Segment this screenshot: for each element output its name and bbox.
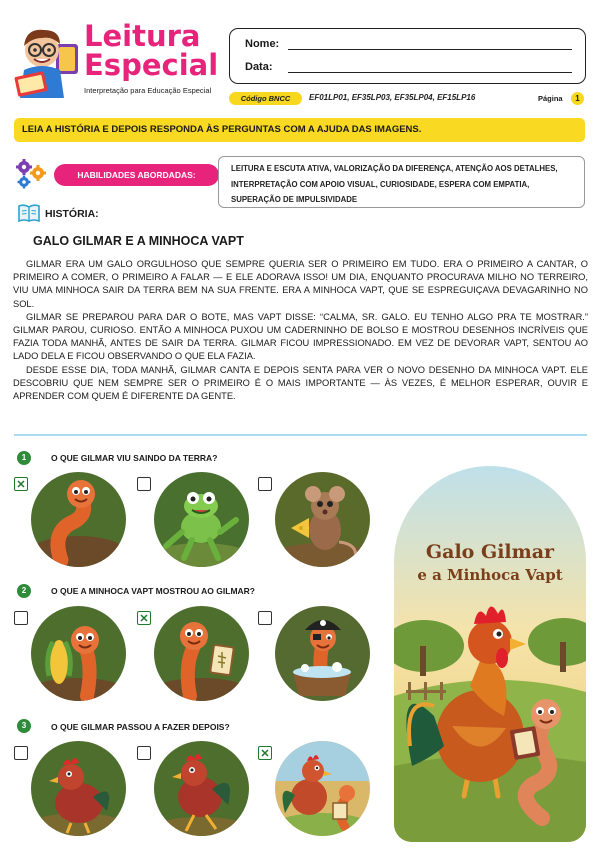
name-field[interactable] <box>288 49 572 50</box>
question-2-text: O QUE A MINHOCA VAPT MOSTROU AO GILMAR? <box>51 586 255 596</box>
section-divider <box>14 434 587 436</box>
logo-subtitle: Interpretação para Educação Especial <box>84 86 212 95</box>
story-section-label: HISTÓRIA: <box>45 208 99 220</box>
date-label: Data: <box>245 61 273 73</box>
q1-option-2-frog-image[interactable] <box>154 472 249 567</box>
question-3-number: 3 <box>17 719 31 733</box>
story-paragraph: DESDE ESSE DIA, TODA MANHÃ, GILMAR CANTA E DEPOIS SENTA PARA VER O NOVO DESENHO DA MINHOCA VAPT. ELE DESCOBRIU QUE NEM SEMPRE SER O PRIMEIRO É O MAIS IMPORTANTE — ÀS VEZES, É MELHOR ESPERAR, OUVIR E APRENDER COM QUEM É DIFERENTE DA GENTE. <box>13 364 588 402</box>
page-label: Página <box>538 94 563 103</box>
q1-option-2-checkbox[interactable] <box>137 477 151 491</box>
q2-option-2-worm-notebook-image[interactable] <box>154 606 249 701</box>
q3-option-1-rooster-sitting-image[interactable] <box>31 741 126 836</box>
q3-option-1-checkbox[interactable] <box>14 746 28 760</box>
gears-icon <box>14 158 48 190</box>
student-info-box <box>229 28 586 84</box>
cover-title-line1: Galo Gilmar <box>425 541 555 563</box>
logo-title-line1: Leitura <box>84 19 201 53</box>
name-label: Nome: <box>245 38 280 50</box>
mascot-logo <box>12 22 82 100</box>
skills-text: LEITURA E ESCUTA ATIVA, VALORIZAÇÃO DA DIFERENÇA, ATENÇÃO AOS DETALHES, INTERPRETAÇÃO COM APOIO VISUAL, CURIOSIDADE, ESPERA COM EMPATIA, SUPERAÇÃO DE IMPULSIVIDADE <box>218 156 585 208</box>
logo-title-line2: Especial <box>84 48 219 82</box>
bncc-badge: Código BNCC <box>229 92 302 105</box>
cover-title-line2: e a Minhoca Vapt <box>417 566 563 584</box>
story-title: GALO GILMAR E A MINHOCA VAPT <box>33 234 244 248</box>
q2-option-1-worm-corn-image[interactable] <box>31 606 126 701</box>
q2-option-3-checkbox[interactable] <box>258 611 272 625</box>
date-field[interactable] <box>288 72 572 73</box>
story-paragraph: GILMAR SE PREPAROU PARA DAR O BOTE, MAS VAPT DISSE: “CALMA, SR. GALO. EU TENHO ALGO PRA TE MOSTRAR.” GILMAR PAROU, CURIOSO. ENTÃO A MINHOCA PUXOU UM CADERNINHO DE BOLSO E MOSTROU DESENHOS INCRÍVEIS QUE FAZIA TODA MANHÃ, ANTES DE SAIR DA TERRA. GILMAR FICOU IMPRESSIONADO. EM VEZ DE DEVORAR VAPT, SENTOU AO LADO DELA E FICOU OBSERVANDO O QUE ELA FAZIA. <box>13 311 588 362</box>
q3-option-3-rooster-worm-drawing-image[interactable] <box>275 741 370 836</box>
logo-title <box>84 19 219 82</box>
instruction-banner: LEIA A HISTÓRIA E DEPOIS RESPONDA ÀS PERGUNTAS COM A AJUDA DAS IMAGENS. <box>14 118 585 142</box>
q1-option-3-mouse-cheese-image[interactable] <box>275 472 370 567</box>
q1-option-3-checkbox[interactable] <box>258 477 272 491</box>
page-number: 1 <box>571 92 584 105</box>
q3-option-2-checkbox[interactable] <box>137 746 151 760</box>
question-1-number: 1 <box>17 451 31 465</box>
q2-option-3-worm-pirate-image[interactable] <box>275 606 370 701</box>
story-cover-image <box>394 466 586 842</box>
question-1-text: O QUE GILMAR VIU SAINDO DA TERRA? <box>51 453 218 463</box>
q3-option-3-checkbox[interactable]: ✕ <box>258 746 272 760</box>
story-paragraph: GILMAR ERA UM GALO ORGULHOSO QUE SEMPRE QUERIA SER O PRIMEIRO EM TUDO. ERA O PRIMEIRO A CANTAR, O PRIMEIRO A COMER, O PRIMEIRO A FALAR — E ELE ADORAVA ISSO! UM DIA, ENQUANTO PROCURAVA MILHO NO TERREIRO, VIU UMA MINHOCA SAIR DA TERRA BEM NA SUA FRENTE. ERA A MINHOCA VAPT, QUE SE ESPREGUIÇAVA DEVAGARINHO NO SOL. <box>13 259 588 309</box>
q1-option-1-checkbox[interactable]: ✕ <box>14 477 28 491</box>
q3-option-2-rooster-walking-image[interactable] <box>154 741 249 836</box>
question-3-text: O QUE GILMAR PASSOU A FAZER DEPOIS? <box>51 722 230 732</box>
q1-option-1-worm-image[interactable] <box>31 472 126 567</box>
q2-option-2-checkbox[interactable]: ✕ <box>137 611 151 625</box>
q2-option-1-checkbox[interactable] <box>14 611 28 625</box>
bncc-codes: EF01LP01, EF35LP03, EF35LP04, EF15LP16 <box>309 93 476 102</box>
question-2-number: 2 <box>17 584 31 598</box>
story-text <box>13 258 588 403</box>
skills-label: HABILIDADES ABORDADAS: <box>54 164 219 186</box>
book-icon <box>17 203 41 223</box>
